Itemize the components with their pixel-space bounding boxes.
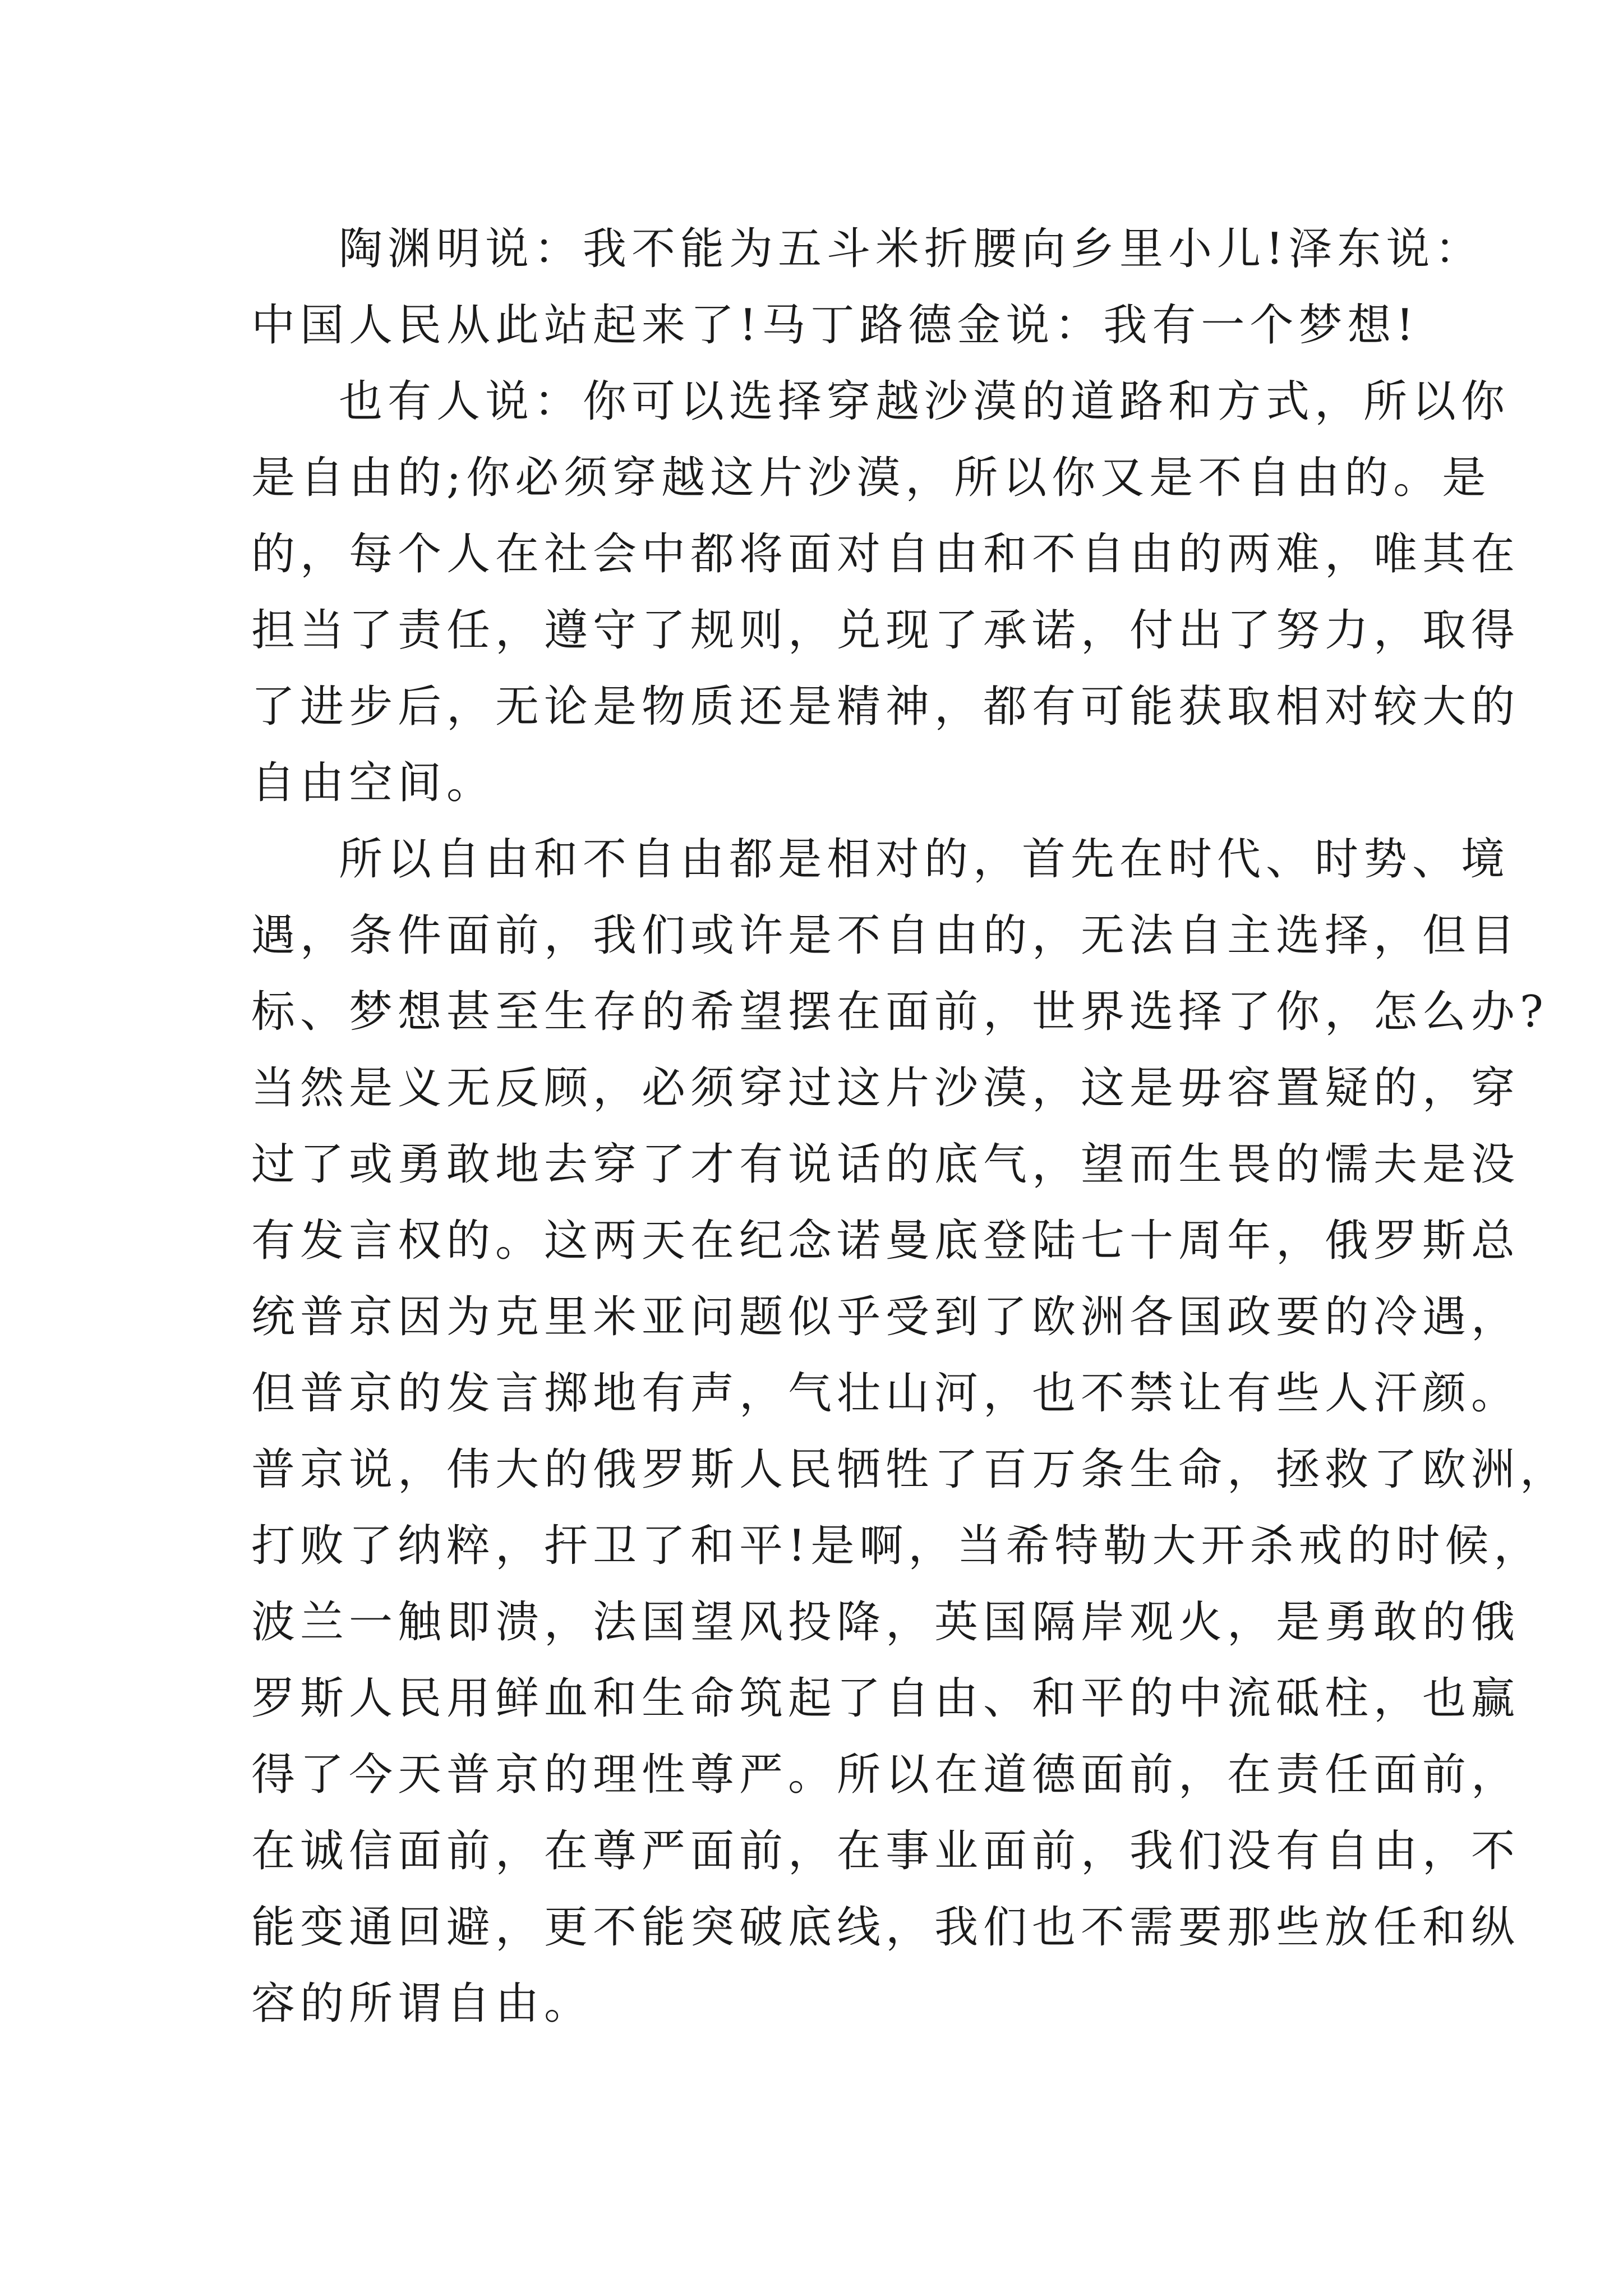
paragraph-line: 陶渊明说：我不能为五斗米折腰向乡里小儿!泽东说： xyxy=(339,224,1484,274)
paragraph-line: 在诚信面前，在尊严面前，在事业面前，我们没有自由，不 xyxy=(251,1826,1520,1876)
paragraph-line: 波兰一触即溃，法国望风投降，英国隔岸观火，是勇敢的俄 xyxy=(251,1597,1520,1648)
paragraph-line: 得了今天普京的理性尊严。所以在道德面前，在责任面前， xyxy=(251,1750,1520,1800)
paragraph-line: 是自由的;你必须穿越这片沙漠，所以你又是不自由的。是 xyxy=(251,453,1491,503)
paragraph-line: 标、梦想甚至生存的希望摆在面前，世界选择了你，怎么办? xyxy=(251,987,1548,1037)
paragraph-line: 自由空间。 xyxy=(251,758,496,808)
paragraph-line: 也有人说：你可以选择穿越沙漠的道路和方式，所以你 xyxy=(339,376,1510,427)
paragraph-line: 能变通回避，更不能突破底线，我们也不需要那些放任和纵 xyxy=(251,1902,1520,1953)
paragraph-line: 有发言权的。这两天在纪念诺曼底登陆七十周年，俄罗斯总 xyxy=(251,1216,1520,1266)
paragraph-line: 罗斯人民用鲜血和生命筑起了自由、和平的中流砥柱，也赢 xyxy=(251,1673,1520,1724)
paragraph-line: 容的所谓自由。 xyxy=(251,1978,593,2029)
paragraph-line: 当然是义无反顾，必须穿过这片沙漠，这是毋容置疑的，穿 xyxy=(251,1063,1520,1114)
paragraph-line: 打败了纳粹，扞卫了和平!是啊，当希特勒大开杀戒的时候， xyxy=(251,1521,1543,1571)
paragraph-line: 遇，条件面前，我们或许是不自由的，无法自主选择，但目 xyxy=(251,910,1520,961)
paragraph-line: 普京说，伟大的俄罗斯人民牺牲了百万条生命，拯救了欧洲， xyxy=(251,1444,1569,1495)
paragraph-1 xyxy=(251,211,1484,364)
paragraph-line: 的，每个人在社会中都将面对自由和不自由的两难，唯其在 xyxy=(251,529,1520,579)
paragraph-line: 统普京因为克里米亚问题似乎受到了欧洲各国政要的冷遇， xyxy=(251,1292,1520,1342)
document-body xyxy=(251,211,1569,2042)
paragraph-line: 了进步后，无论是物质还是精神，都有可能获取相对较大的 xyxy=(251,682,1520,732)
paragraph-3 xyxy=(251,821,1569,2042)
paragraph-line: 担当了责任，遵守了规则，兑现了承诺，付出了努力，取得 xyxy=(251,605,1520,656)
paragraph-line: 但普京的发言掷地有声，气壮山河，也不禁让有些人汗颜。 xyxy=(251,1368,1520,1419)
paragraph-2 xyxy=(251,364,1520,821)
paragraph-line: 中国人民从此站起来了!马丁路德金说：我有一个梦想! xyxy=(251,300,1419,351)
paragraph-line: 所以自由和不自由都是相对的，首先在时代、时势、境 xyxy=(339,834,1510,885)
paragraph-line: 过了或勇敢地去穿了才有说话的底气，望而生畏的懦夫是没 xyxy=(251,1139,1520,1190)
